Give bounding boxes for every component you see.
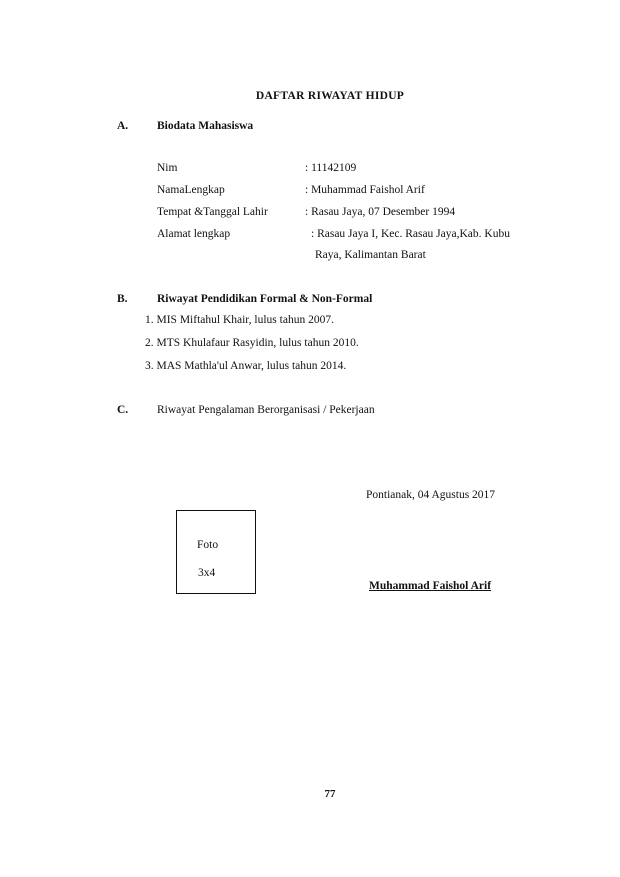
birth-label: Tempat &Tanggal Lahir [157,206,268,218]
section-b-heading: Riwayat Pendidikan Formal & Non-Formal [157,293,373,305]
page-number: 77 [324,788,336,800]
section-c-letter: C. [117,404,129,416]
education-item: 3. MAS Mathla'ul Anwar, lulus tahun 2014. [145,360,347,372]
education-item: 2. MTS Khulafaur Rasyidin, lulus tahun 2010. [145,337,359,349]
section-c-heading: Riwayat Pengalaman Berorganisasi / Pekerjaan [157,404,375,416]
page-title: DAFTAR RIWAYAT HIDUP [255,90,405,102]
place-date: Pontianak, 04 Agustus 2017 [366,489,496,501]
photo-label: Foto [197,539,219,551]
signature-name: Muhammad Faishol Arif [369,580,492,592]
section-a-heading: Biodata Mahasiswa [157,120,254,132]
education-item: 1. MIS Miftahul Khair, lulus tahun 2007. [145,314,334,326]
name-label: NamaLengkap [157,184,225,196]
birth-value: : Rasau Jaya, 07 Desember 1994 [305,206,456,218]
address-continuation: Raya, Kalimantan Barat [315,249,426,261]
section-a-letter: A. [117,120,129,132]
photo-placeholder [176,510,256,594]
section-b-letter: B. [117,293,128,305]
photo-size: 3x4 [198,567,216,579]
address-value: : Rasau Jaya I, Kec. Rasau Jaya,Kab. Kubu [311,228,510,240]
address-label: Alamat lengkap [157,228,231,240]
name-value: : Muhammad Faishol Arif [305,184,425,196]
nim-label: Nim [157,162,178,174]
nim-value: : 11142109 [305,162,357,174]
